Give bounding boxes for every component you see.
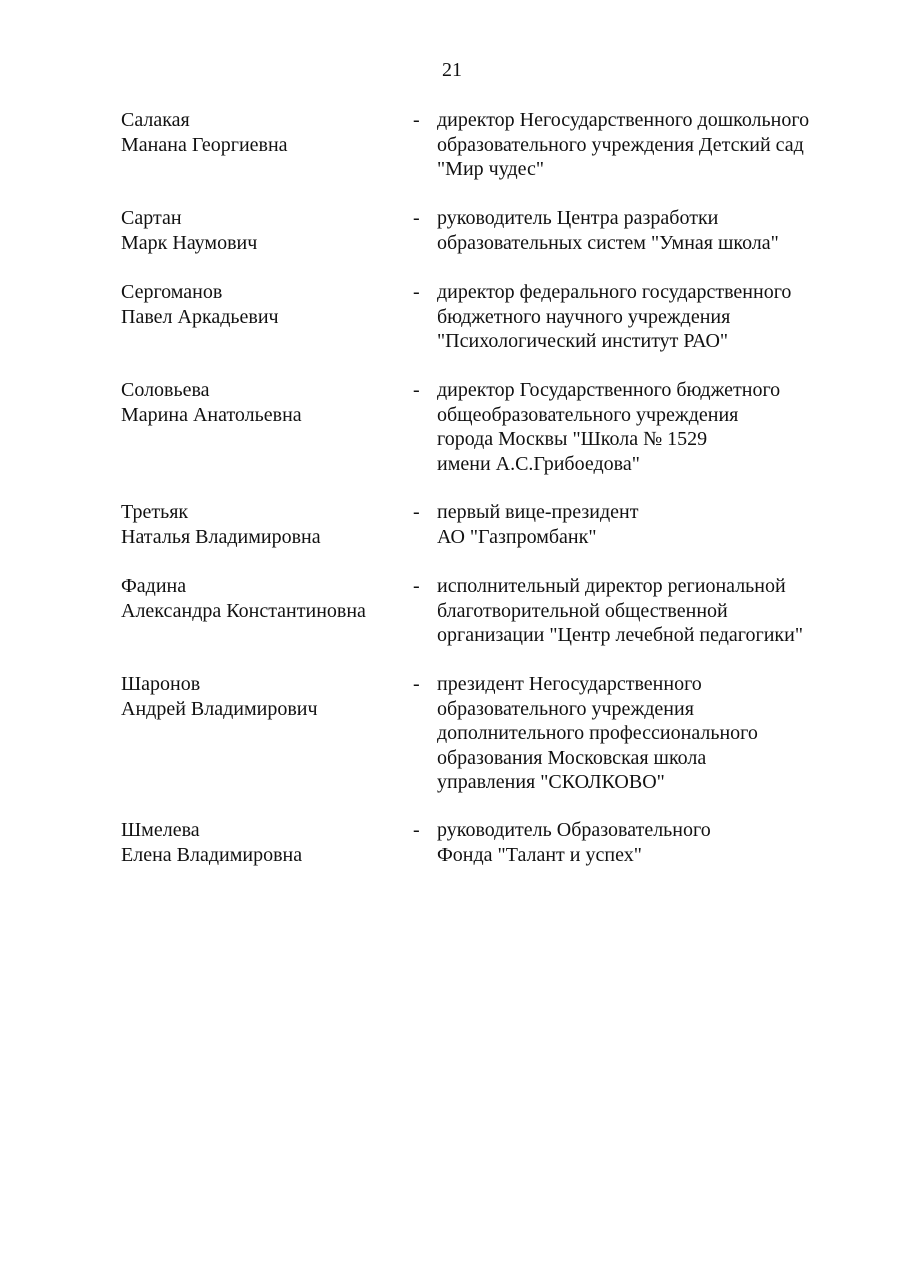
separator-dash: -	[413, 109, 420, 131]
separator-dash: -	[413, 281, 420, 303]
member-entry	[0, 108, 904, 206]
member-surname: Шмелева	[121, 819, 200, 841]
member-name	[121, 500, 401, 549]
member-name	[121, 206, 401, 255]
position-line: образовательного учреждения	[437, 697, 694, 720]
page-number: 21	[442, 59, 462, 81]
member-entry	[0, 206, 904, 280]
separator-dash: -	[413, 207, 420, 229]
member-position	[437, 574, 887, 648]
member-given-name: Манана Георгиевна	[121, 133, 288, 156]
position-line: бюджетного научного учреждения	[437, 305, 731, 328]
position-line: города Москвы "Школа № 1529	[437, 428, 708, 450]
member-position	[437, 108, 887, 182]
position-line: управления "СКОЛКОВО"	[437, 771, 665, 793]
member-surname: Сартан	[121, 207, 182, 229]
position-line: директор Негосударственного дошкольного	[437, 109, 810, 131]
position-line: директор федерального государственного	[437, 281, 792, 303]
position-line: директор Государственного бюджетного	[437, 379, 781, 401]
member-given-name: Марк Наумович	[121, 231, 258, 254]
member-given-name: Павел Аркадьевич	[121, 305, 279, 328]
member-position	[437, 206, 887, 255]
member-position	[437, 280, 887, 354]
member-entry	[0, 378, 904, 500]
member-name	[121, 574, 401, 623]
separator-dash: -	[413, 575, 420, 597]
separator-dash: -	[413, 379, 420, 401]
position-line: первый вице-президент	[437, 501, 639, 523]
member-position	[437, 672, 887, 795]
member-name	[121, 672, 401, 721]
separator-dash: -	[413, 501, 420, 523]
position-line: руководитель Образовательного	[437, 819, 711, 841]
member-list	[0, 108, 904, 878]
member-surname: Соловьева	[121, 379, 210, 401]
member-surname: Сергоманов	[121, 281, 223, 303]
position-line: "Психологический институт РАО"	[437, 330, 729, 352]
member-name	[121, 280, 401, 329]
position-line: организации "Центр лечебной педагогики"	[437, 624, 803, 646]
member-given-name: Наталья Владимировна	[121, 525, 321, 548]
position-line: Фонда "Талант и успех"	[437, 843, 642, 866]
member-entry	[0, 672, 904, 818]
member-surname: Шаронов	[121, 673, 201, 695]
member-given-name: Марина Анатольевна	[121, 403, 302, 426]
position-line: имени А.С.Грибоедова"	[437, 452, 640, 475]
member-position	[437, 378, 887, 476]
member-position	[437, 818, 887, 867]
member-position	[437, 500, 887, 549]
member-name	[121, 818, 401, 867]
member-entry	[0, 280, 904, 378]
position-line: дополнительного профессионального	[437, 722, 758, 744]
position-line: образовательного учреждения Детский сад	[437, 133, 804, 156]
position-line: исполнительный директор региональной	[437, 575, 786, 597]
separator-dash: -	[413, 819, 420, 841]
position-line: благотворительной общественной	[437, 599, 728, 622]
position-line: образовательных систем "Умная школа"	[437, 231, 779, 254]
member-entry	[0, 818, 904, 878]
member-entry	[0, 500, 904, 574]
position-line: руководитель Центра разработки	[437, 207, 719, 229]
position-line: "Мир чудес"	[437, 158, 545, 180]
member-given-name: Александра Константиновна	[121, 599, 366, 622]
position-line: АО "Газпромбанк"	[437, 525, 597, 548]
member-surname: Третьяк	[121, 501, 189, 523]
member-entry	[0, 574, 904, 672]
member-given-name: Андрей Владимирович	[121, 697, 318, 720]
member-name	[121, 378, 401, 427]
position-line: общеобразовательного учреждения	[437, 403, 739, 426]
member-surname: Фадина	[121, 575, 187, 597]
member-given-name: Елена Владимировна	[121, 843, 303, 866]
member-surname: Салакая	[121, 109, 190, 131]
position-line: президент Негосударственного	[437, 673, 702, 695]
separator-dash: -	[413, 673, 420, 695]
position-line: образования Московская школа	[437, 746, 707, 769]
member-name	[121, 108, 401, 157]
